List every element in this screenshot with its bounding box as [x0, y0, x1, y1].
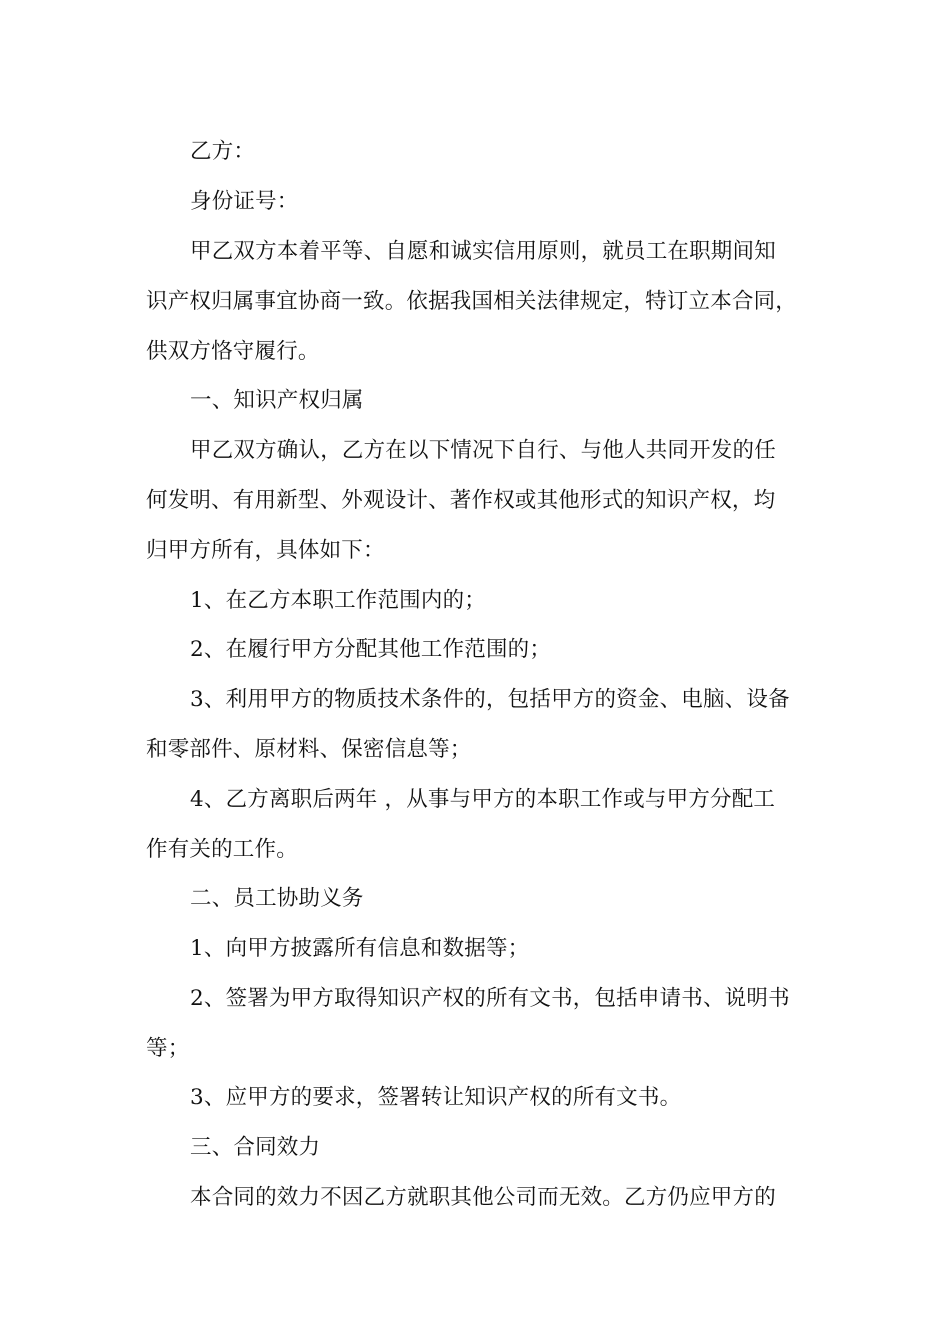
section-2-item-1: 1、向甲方披露所有信息和数据等；	[190, 936, 530, 961]
section-1-item-3-line-1: 3、利用甲方的物质技术条件的，包括甲方的资金、电脑、设备	[190, 687, 790, 712]
section-1-item-4-line-2: 作有关的工作。	[146, 837, 298, 862]
section-1-para-line-2: 何发明、有用新型、外观设计、著作权或其他形式的知识产权，均	[146, 488, 776, 513]
section-2-heading: 二、员工协助义务	[190, 886, 364, 911]
section-1-para-line-1: 甲乙双方确认，乙方在以下情况下自行、与他人共同开发的任	[190, 438, 776, 463]
section-1-item-1: 1、在乙方本职工作范围内的；	[190, 588, 486, 613]
section-1-heading: 一、知识产权归属	[190, 388, 364, 413]
section-3-para-line-1: 本合同的效力不因乙方就职其他公司而无效。乙方仍应甲方的	[190, 1185, 776, 1210]
preamble-line-2: 识产权归属事宜协商一致。依据我国相关法律规定，特订立本合同，	[146, 289, 798, 314]
party-b-label: 乙方：	[190, 139, 256, 164]
section-3-heading: 三、合同效力	[190, 1135, 321, 1160]
preamble-line-3: 供双方恪守履行。	[146, 339, 320, 364]
section-2-item-2-line-1: 2、签署为甲方取得知识产权的所有文书，包括申请书、说明书	[190, 986, 790, 1011]
section-1-item-2: 2、在履行甲方分配其他工作范围的；	[190, 637, 552, 662]
section-1-item-4-line-1: 4、乙方离职后两年 ，从事与甲方的本职工作或与甲方分配工	[190, 787, 776, 812]
preamble-line-1: 甲乙双方本着平等、自愿和诚实信用原则，就员工在职期间知	[190, 239, 776, 264]
section-2-item-3: 3、应甲方的要求，签署转让知识产权的所有文书。	[190, 1085, 682, 1110]
section-1-para-line-3: 归甲方所有，具体如下：	[146, 538, 385, 563]
section-2-item-2-line-2: 等；	[146, 1036, 190, 1061]
section-1-item-3-line-2: 和零部件、原材料、保密信息等；	[146, 737, 472, 762]
id-number-label: 身份证号：	[190, 189, 299, 214]
